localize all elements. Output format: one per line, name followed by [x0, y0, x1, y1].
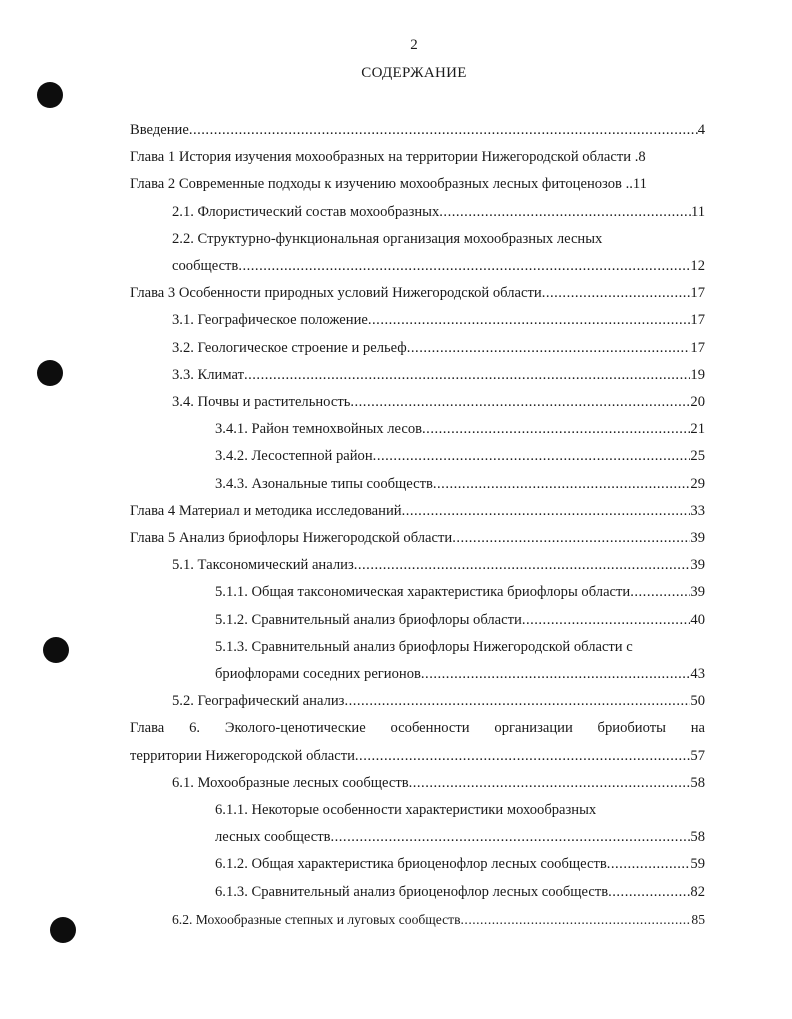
table-of-contents [130, 117, 705, 933]
toc-entry-6-1-1[interactable]: лесных сообществ ..... 58 [215, 824, 705, 851]
toc-entry-6-1[interactable]: 6.1. Мохообразные лесных сообществ ..... 58 [172, 770, 705, 797]
toc-entry-6-1-1-line1[interactable]: 6.1.1. Некоторые особенности характеристики мохообразных [215, 802, 597, 819]
toc-entry-5-1-2[interactable]: 5.1.2. Сравнительный анализ бриофлоры области ..... 40 [215, 607, 705, 634]
toc-entry-3-2[interactable]: 3.2. Геологическое строение и рельеф ..... 17 [172, 335, 705, 362]
toc-entry-2-1[interactable]: 2.1. Флористический состав мохообразных ..... 11 [172, 199, 705, 226]
toc-entry-chapter-1[interactable]: Глава 1 История изучения мохообразных на территории Нижегородской области . 8 [130, 149, 646, 166]
toc-entry-3-4-1[interactable]: 3.4.1. Район темнохвойных лесов ..... 21 [215, 416, 705, 443]
punch-hole [43, 637, 69, 663]
toc-entry-chapter-4[interactable]: Глава 4 Материал и методика исследований ..... 33 [130, 498, 705, 525]
page-number: 2 [410, 37, 418, 53]
toc-entry-5-1-3[interactable]: бриофлорами соседних регионов ..... 43 [215, 661, 705, 688]
toc-entry-chapter-5[interactable]: Глава 5 Анализ бриофлоры Нижегородской области ..... 39 [130, 525, 705, 552]
toc-entry-5-1[interactable]: 5.1. Таксономический анализ ..... 39 [172, 552, 705, 579]
toc-entry-3-3[interactable]: 3.3. Климат ..... 19 [172, 362, 705, 389]
page-title: СОДЕРЖАНИЕ [361, 65, 467, 81]
toc-entry-chapter-3[interactable]: Глава 3 Особенности природных условий Нижегородской области ..... 17 [130, 280, 705, 307]
toc-entry-2-2[interactable]: сообществ ..... 12 [172, 253, 705, 280]
toc-entry-chapter-6-line1[interactable]: Глава 6. Эколого-ценотические особенности организации бриобиоты на [130, 720, 705, 737]
punch-hole [50, 917, 76, 943]
toc-entry-chapter-6[interactable]: территории Нижегородской области ..... 57 [130, 743, 705, 770]
toc-entry-2-2-line1[interactable]: 2.2. Структурно-функциональная организация мохообразных лесных [172, 230, 603, 247]
toc-entry-6-2[interactable]: 6.2. Мохообразные степных и луговых сообществ ..... 85 [172, 906, 705, 933]
punch-hole [37, 360, 63, 386]
toc-entry-chapter-2[interactable]: Глава 2 Современные подходы к изучению мохообразных лесных фитоценозов .. 11 [130, 176, 647, 193]
toc-entry-intro[interactable]: Введение ..... 4 [130, 117, 705, 144]
punch-hole [37, 82, 63, 108]
toc-entry-3-4-2[interactable]: 3.4.2. Лесостепной район ..... 25 [215, 443, 705, 470]
toc-entry-5-2[interactable]: 5.2. Географический анализ ..... 50 [172, 688, 705, 715]
toc-entry-5-1-1[interactable]: 5.1.1. Общая таксономическая характеристика бриофлоры области ..... 39 [215, 579, 705, 606]
toc-entry-3-4[interactable]: 3.4. Почвы и растительность ..... 20 [172, 389, 705, 416]
toc-entry-6-1-2[interactable]: 6.1.2. Общая характеристика бриоценофлор лесных сообществ ..... 59 [215, 851, 705, 878]
toc-entry-3-4-3[interactable]: 3.4.3. Азональные типы сообществ ..... 29 [215, 471, 705, 498]
toc-entry-6-1-3[interactable]: 6.1.3. Сравнительный анализ бриоценофлор лесных сообществ ..... 82 [215, 879, 705, 906]
toc-entry-5-1-3-line1[interactable]: 5.1.3. Сравнительный анализ бриофлоры Нижегородской области с [215, 638, 633, 655]
toc-entry-3-1[interactable]: 3.1. Географическое положение ..... 17 [172, 307, 705, 334]
